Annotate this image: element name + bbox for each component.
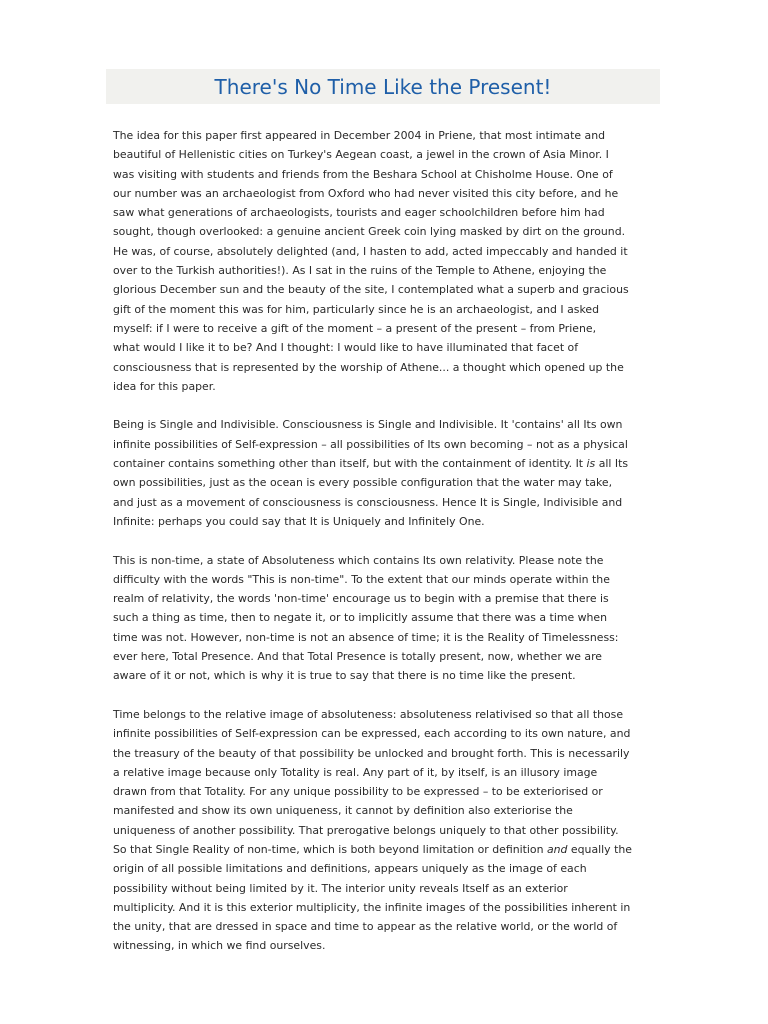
text-line: infinite possibilities of Self-expression – all possibilities of Its own becoming – not as a physical — [113, 437, 628, 451]
text-line: over to the Turkish authorities!). As I sat in the ruins of the Temple to Athene, enjoying the — [113, 264, 607, 278]
text-line: what would I like it to be? And I thought: I would like to have illuminated that facet of — [113, 341, 579, 355]
text-line: possibility without being limited by it. The interior unity reveals Itself as an exterior — [113, 881, 568, 895]
text-segment: container contains something other than itself, but with the containment of identity. It — [113, 457, 587, 471]
text-line: the unity, that are dressed in space and time to appear as the relative world, or the world of — [113, 920, 618, 934]
paragraph-2 — [113, 415, 653, 531]
title-bar — [106, 69, 660, 104]
paragraph-1 — [113, 126, 653, 396]
text-line: own possibilities, just as the ocean is every possible configuration that the water may take, — [113, 476, 613, 490]
paragraph-4 — [113, 705, 653, 956]
text-line: ever here, Total Presence. And that Total Presence is totally present, now, whether we are — [113, 650, 603, 664]
text-line: a relative image because only Totality is real. Any part of it, by itself, is an illusory image — [113, 765, 598, 779]
text-line: our number was an archaeologist from Oxford who had never visited this city before, and he — [113, 186, 619, 200]
text-line: beautiful of Hellenistic cities on Turkey's Aegean coast, a jewel in the crown of Asia Minor. I — [113, 148, 609, 162]
paragraph-3 — [113, 551, 653, 686]
text-line: Time belongs to the relative image of absoluteness: absoluteness relativised so that all those — [113, 707, 624, 721]
text-line: difficulty with the words "This is non-time". To the extent that our minds operate within the — [113, 572, 610, 586]
text-line — [113, 454, 653, 473]
text-line: drawn from that Totality. For any unique possibility to be expressed – to be exteriorised or — [113, 785, 603, 799]
text-line: This is non-time, a state of Absoluteness which contains Its own relativity. Please note the — [113, 553, 604, 567]
text-line: the treasury of the beauty of that possibility be unlocked and brought forth. This is necessarily — [113, 746, 630, 760]
text-line — [113, 840, 653, 859]
text-line: such a thing as time, then to negate it, or to implicitly assume that there was a time when — [113, 611, 608, 625]
text-line: consciousness that is represented by the worship of Athene... a thought which opened up the — [113, 360, 624, 374]
text-line: realm of relativity, the words 'non-time' encourage us to begin with a premise that there is — [113, 592, 609, 606]
text-line: multiplicity. And it is this exterior multiplicity, the infinite images of the possibilities inherent in — [113, 900, 631, 914]
page-title: There's No Time Like the Present! — [214, 74, 552, 99]
text-line: The idea for this paper first appeared in December 2004 in Priene, that most intimate and — [113, 129, 606, 142]
text-line: witnessing, in which we find ourselves. — [113, 939, 326, 953]
text-line: aware of it or not, which is why it is true to say that there is no time like the present. — [113, 669, 576, 683]
text-line: myself: if I were to receive a gift of the moment – a present of the present – from Priene, — [113, 321, 597, 335]
text-line: glorious December sun and the beauty of the site, I contemplated what a superb and gracious — [113, 283, 629, 297]
text-line: He was, of course, absolutely delighted (and, I hasten to add, acted impeccably and handed it — [113, 244, 628, 258]
text-line: uniqueness of another possibility. That prerogative belongs uniquely to that other possibility. — [113, 823, 619, 837]
text-segment: all Its — [595, 457, 629, 471]
text-line: infinite possibilities of Self-expression can be expressed, each according to its own nature, and — [113, 727, 631, 741]
document-page — [106, 69, 660, 975]
text-line: gift of the moment this was for him, particularly since he is an archaeologist, and I asked — [113, 302, 599, 316]
text-line: and just as a movement of consciousness is consciousness. Hence It is Single, Indivisible and — [113, 495, 623, 509]
text-line: time was not. However, non-time is not an absence of time; it is the Reality of Timelessness: — [113, 630, 619, 644]
text-line: Infinite: perhaps you could say that It is Uniquely and Infinitely One. — [113, 514, 485, 528]
text-line: Being is Single and Indivisible. Consciousness is Single and Indivisible. It 'contains' all Its own — [113, 418, 623, 432]
text-segment: equally the — [567, 842, 632, 856]
emphasis-is: is — [586, 457, 596, 471]
text-line: idea for this paper. — [113, 379, 216, 393]
text-line: was visiting with students and friends from the Beshara School at Chisholme House. One of — [113, 167, 613, 181]
text-line: saw what generations of archaeologists, tourists and eager schoolchildren before him had — [113, 206, 605, 220]
emphasis-and: and — [546, 842, 568, 856]
text-line: manifested and show its own uniqueness, it cannot by definition also exteriorise the — [113, 804, 573, 818]
text-segment: So that Single Reality of non-time, which is both beyond limitation or definition — [113, 842, 547, 856]
article-body — [106, 126, 660, 956]
text-line: origin of all possible limitations and definitions, appears uniquely as the image of each — [113, 862, 587, 876]
text-line: sought, though overlooked: a genuine ancient Greek coin lying masked by dirt on the ground. — [113, 225, 626, 239]
